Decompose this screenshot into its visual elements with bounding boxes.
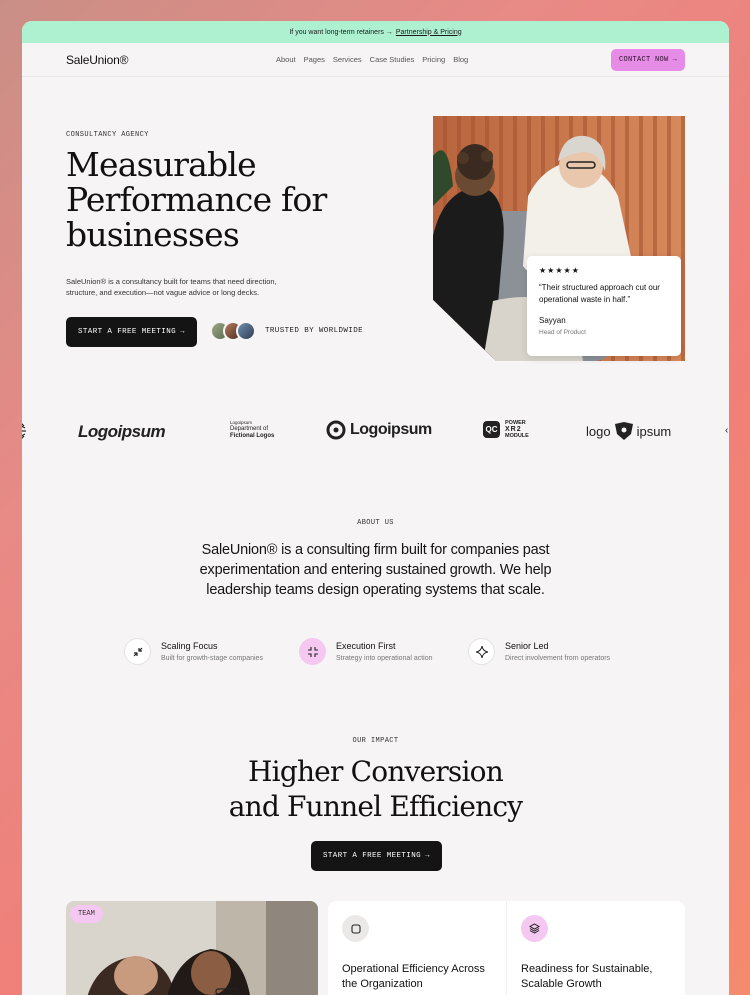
logo-text: Logoipsum bbox=[230, 420, 253, 425]
avatar bbox=[236, 321, 256, 341]
hero-eyebrow: CONSULTANCY AGENCY bbox=[66, 131, 149, 139]
announcement-link[interactable]: Partnership & Pricing bbox=[395, 28, 462, 36]
feature-senior-led bbox=[468, 638, 610, 665]
shield-logo-icon bbox=[614, 422, 634, 440]
impact-title-line2: and Funnel Efficiency bbox=[228, 790, 523, 823]
team-badge: TEAM bbox=[70, 905, 103, 923]
layers-icon bbox=[521, 915, 548, 942]
partial-logo-left bbox=[22, 421, 28, 441]
arrow-right-icon: → bbox=[180, 328, 185, 336]
hero-start-meeting-button[interactable] bbox=[66, 317, 197, 347]
logo-text: Logoipsum bbox=[350, 421, 432, 438]
hero-subtitle: SaleUnion® is a consultancy built for teams that need direction, structure, and execution—not vague advice or long decks. bbox=[66, 277, 277, 297]
arrow-right-icon: → bbox=[672, 56, 677, 64]
feature-execution-first bbox=[299, 638, 433, 665]
impact-stats-card bbox=[328, 901, 685, 995]
arrow-right-icon: → bbox=[425, 852, 430, 860]
logo-text: Fictional Logos bbox=[230, 433, 275, 439]
nav-services[interactable]: Services bbox=[332, 55, 362, 64]
logo-text: logo bbox=[586, 423, 611, 439]
feature-desc: Direct involvement from operators bbox=[505, 655, 611, 662]
nav-links bbox=[276, 55, 468, 64]
stat-operational-efficiency bbox=[342, 915, 492, 991]
impact-title-line1: Higher Conversion bbox=[248, 755, 503, 788]
divider bbox=[506, 901, 507, 995]
hero-title: Measurable Performance for businesses bbox=[66, 145, 327, 254]
sunburst-icon bbox=[22, 421, 28, 441]
feature-title: Senior Led bbox=[505, 641, 549, 651]
testimonial-role: Head of Product bbox=[539, 329, 586, 336]
logo-strip bbox=[22, 416, 729, 446]
feature-desc: Built for growth-stage companies bbox=[161, 655, 263, 662]
impact-eyebrow: OUR IMPACT bbox=[352, 737, 399, 745]
impact-cta-label: START A FREE MEETING bbox=[323, 852, 422, 860]
nav-case-studies[interactable]: Case Studies bbox=[369, 55, 415, 64]
trusted-by bbox=[210, 321, 363, 341]
stat-sustainable-growth bbox=[521, 915, 671, 991]
stat-title: Readiness for Sustainable, Scalable Growth bbox=[521, 963, 653, 990]
swirl-logo-icon bbox=[325, 420, 347, 440]
logo-text: Logoipsum bbox=[78, 422, 166, 441]
partial-logo-right: ‹ bbox=[725, 425, 729, 436]
logo-power-module bbox=[483, 420, 529, 440]
contact-now-label: CONTACT NOW bbox=[618, 56, 669, 64]
team-image-card bbox=[66, 901, 318, 995]
logo-logoipsum-1 bbox=[78, 422, 165, 442]
team-photo bbox=[66, 901, 318, 995]
page bbox=[22, 21, 729, 995]
qc-logo-icon: QC bbox=[483, 421, 500, 438]
feature-title: Scaling Focus bbox=[161, 641, 218, 651]
about-text: SaleUnion® is a consulting firm built for companies past experimentation and entering sustained growth. We help leadership teams design operating systems that scale. bbox=[199, 542, 552, 598]
feature-desc: Strategy into operational action bbox=[336, 655, 433, 662]
impact-start-meeting-button[interactable] bbox=[311, 841, 442, 871]
nav-blog[interactable]: Blog bbox=[453, 55, 469, 64]
logo-text-group bbox=[505, 420, 529, 440]
announcement-text: If you want long-term retainers → bbox=[289, 28, 393, 36]
testimonial-name: Sayyan bbox=[539, 316, 566, 325]
feature-scaling-focus bbox=[124, 638, 263, 665]
stat-title: Operational Efficiency Across the Organization bbox=[342, 963, 485, 990]
square-icon bbox=[342, 915, 369, 942]
logo-text: XR2 bbox=[505, 425, 522, 433]
testimonial-card bbox=[527, 256, 681, 356]
sparkle-icon bbox=[468, 638, 495, 665]
rating-stars: ★★★★★ bbox=[539, 266, 580, 275]
trusted-text: TRUSTED BY WORLDWIDE bbox=[265, 327, 364, 335]
avatar-group bbox=[210, 321, 256, 341]
logo-department bbox=[230, 419, 274, 440]
feature-title: Execution First bbox=[336, 641, 396, 651]
brand-logo[interactable]: SaleUnion® bbox=[66, 52, 129, 67]
logo-text: MODULE bbox=[505, 433, 529, 439]
logo-ipsum-badge bbox=[586, 422, 671, 440]
impact-title bbox=[22, 754, 729, 824]
announcement-bar bbox=[22, 21, 729, 43]
navbar bbox=[22, 43, 729, 77]
logo-text: ipsum bbox=[636, 423, 672, 439]
hero-cta-label: START A FREE MEETING bbox=[78, 328, 177, 336]
nav-pricing[interactable]: Pricing bbox=[422, 55, 446, 64]
nav-about[interactable]: About bbox=[276, 55, 296, 64]
contact-now-button[interactable] bbox=[611, 49, 685, 71]
about-eyebrow: ABOUT US bbox=[357, 519, 394, 527]
logo-logoipsum-2 bbox=[325, 420, 432, 440]
arrows-in-icon bbox=[124, 638, 151, 665]
logo-text: Department of bbox=[230, 426, 269, 432]
testimonial-quote: “Their structured approach cut our operational waste in half.” bbox=[539, 283, 660, 304]
compress-icon bbox=[299, 638, 326, 665]
logo-text: POWER bbox=[505, 420, 526, 426]
nav-pages[interactable]: Pages bbox=[303, 55, 325, 64]
